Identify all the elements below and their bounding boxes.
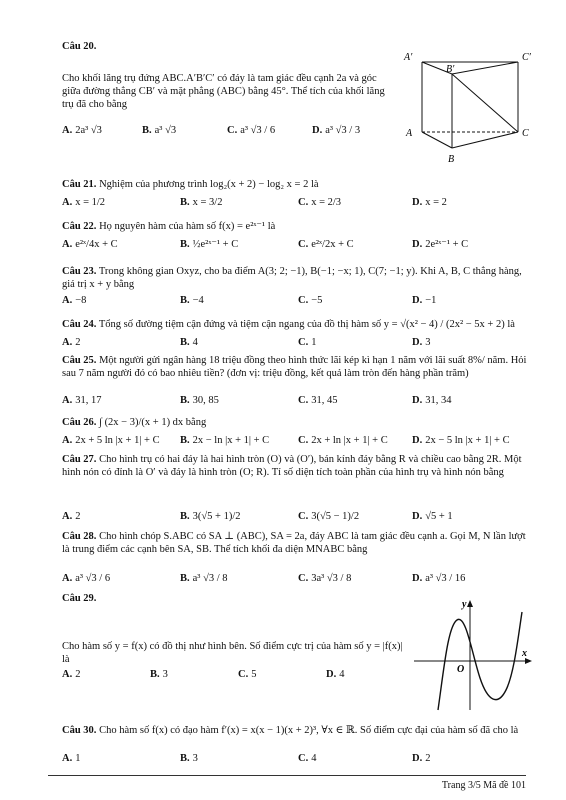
option-b[interactable]: B. 4 — [180, 337, 198, 348]
option-a[interactable]: A. x = 1/2 — [62, 197, 106, 208]
question-text: Trong không gian Oxyz, cho ba điểm A(3; 2; −1), B(−1; −x; 1), C(7; −1; y). Khi A, B, C thẳng hàng, giá trị x + y bằng — [62, 266, 522, 291]
options-26 — [62, 434, 532, 448]
option-d[interactable]: D. 3 — [412, 337, 431, 348]
question-text: Một người gửi ngân hàng 18 triệu đồng theo hình thức lãi kép kì hạn 1 năm với lãi suất 8%/ năm. Hỏi sau 7 năm người đó có bao nhiêu tiền? (đơn vị: triệu đồng, kết quả làm tròn đến hàng phần trăm) — [62, 355, 527, 380]
option-c[interactable]: C. 4 — [298, 753, 317, 764]
option-b[interactable]: B. 3(√5 + 1)/2 — [180, 511, 241, 522]
option-b[interactable]: B. 3 — [150, 669, 168, 680]
question-label: Câu 28. — [62, 531, 97, 542]
question-text: Cho hàm số y = f(x) có đồ thị như hình bên. Số điểm cực trị của hàm số y = |f(x)| là — [62, 641, 403, 666]
option-b[interactable]: B. −4 — [180, 295, 204, 306]
question-29-text — [62, 640, 407, 666]
question-text: Cho khối lăng trụ đứng ABC.A′B′C′ có đáy là tam giác đều cạnh 2a và góc giữa đường thẳng CB′ và mặt phẳng (ABC) bằng 45°. Thể tích của khối lăng trụ đã cho bằng — [62, 73, 385, 111]
option-b[interactable]: B. a³ √3 / 8 — [180, 573, 228, 584]
option-a[interactable]: A. 2 — [62, 337, 81, 348]
option-b[interactable]: B. 3 — [180, 753, 198, 764]
question-label: Câu 30. — [62, 725, 97, 736]
options-25 — [62, 394, 532, 408]
label-a1: A′ — [404, 52, 413, 63]
option-c[interactable]: C. 3(√5 − 1)/2 — [298, 511, 360, 522]
question-label: Câu 27. — [62, 454, 97, 465]
question-25 — [62, 354, 532, 380]
option-a[interactable]: A. 2x + 5 ln |x + 1| + C — [62, 435, 160, 446]
question-label: Câu 29. — [62, 593, 97, 604]
question-26 — [62, 416, 532, 429]
option-a[interactable]: A. 2a³ √3 — [62, 125, 102, 136]
option-d[interactable]: D. 4 — [326, 669, 345, 680]
question-label: Câu 20. — [62, 41, 97, 52]
option-a[interactable]: A. 31, 17 — [62, 395, 102, 406]
options-27 — [62, 510, 532, 524]
option-c[interactable]: C. a³ √3 / 6 — [227, 125, 276, 136]
label-a: A — [406, 128, 413, 139]
question-23 — [62, 265, 532, 291]
question-21 — [62, 178, 532, 191]
options-21 — [62, 196, 532, 210]
question-text: Cho hình chóp S.ABC có SA ⊥ (ABC), SA = 2a, đáy ABC là tam giác đều cạnh a. Gọi M, N lần lượt là trung điểm các cạnh bên SA, SB. Thể tích khối đa diện MNABC bằng — [62, 531, 526, 556]
option-d[interactable]: D. a³ √3 / 16 — [412, 573, 466, 584]
options-23 — [62, 294, 532, 308]
label-b: B — [448, 154, 455, 165]
options-30 — [62, 752, 532, 766]
question-22 — [62, 220, 532, 233]
options-24 — [62, 336, 532, 350]
option-c[interactable]: C. 1 — [298, 337, 317, 348]
footer-divider — [48, 775, 526, 776]
option-d[interactable]: D. 2x − 5 ln |x + 1| + C — [412, 435, 510, 446]
option-b[interactable]: B. ½e²ˣ⁻¹ + C — [180, 239, 239, 250]
question-30 — [62, 724, 532, 737]
option-c[interactable]: C. 3a³ √3 / 8 — [298, 573, 352, 584]
option-d[interactable]: D. x = 2 — [412, 197, 447, 208]
question-text: ∫ (2x − 3)/(x + 1) dx bằng — [99, 417, 207, 428]
option-d[interactable]: D. a³ √3 / 3 — [312, 125, 361, 136]
option-b[interactable]: B. x = 3/2 — [180, 197, 223, 208]
question-text: Tổng số đường tiệm cận đứng và tiệm cận ngang của đồ thị hàm số y = √(x² − 4) / (2x² − 5x + 2) là — [98, 319, 515, 330]
options-28 — [62, 572, 532, 586]
option-d[interactable]: D. √5 + 1 — [412, 511, 453, 522]
option-c[interactable]: C. 2x + ln |x + 1| + C — [298, 435, 388, 446]
axis-x-label: x — [522, 648, 527, 659]
option-c[interactable]: C. e²ˣ/2x + C — [298, 239, 354, 250]
option-d[interactable]: D. 31, 34 — [412, 395, 452, 406]
question-label: Câu 25. — [62, 355, 97, 366]
option-a[interactable]: A. 1 — [62, 753, 81, 764]
question-27 — [62, 453, 532, 479]
option-c[interactable]: C. x = 2/3 — [298, 197, 342, 208]
option-b[interactable]: B. 2x − ln |x + 1| + C — [180, 435, 270, 446]
option-a[interactable]: A. 2 — [62, 669, 81, 680]
question-label: Câu 21. — [62, 179, 97, 190]
prism-figure — [400, 48, 540, 173]
label-c: C — [522, 128, 529, 139]
question-text: Họ nguyên hàm của hàm số f(x) = e²ˣ⁻¹ là — [99, 221, 276, 232]
question-text: Nghiệm của phương trình log₂(x + 2) − log₂ x = 2 là — [99, 179, 319, 190]
question-label: Câu 24. — [62, 319, 97, 330]
question-28 — [62, 530, 532, 556]
label-c1: C′ — [522, 52, 531, 63]
option-a[interactable]: A. 2 — [62, 511, 81, 522]
question-label: Câu 26. — [62, 417, 97, 428]
question-24 — [62, 318, 532, 331]
option-b[interactable]: B. a³ √3 — [142, 125, 177, 136]
option-c[interactable]: C. 5 — [238, 669, 257, 680]
option-a[interactable]: A. a³ √3 / 6 — [62, 573, 111, 584]
option-d[interactable]: D. −1 — [412, 295, 437, 306]
question-text: Cho hàm số f(x) có đạo hàm f′(x) = x(x − 1)(x + 2)³, ∀x ∈ ℝ. Số điểm cực đại của hàm số đã cho là — [99, 725, 519, 736]
option-d[interactable]: D. 2 — [412, 753, 431, 764]
question-label: Câu 22. — [62, 221, 97, 232]
label-b1: B′ — [446, 64, 455, 75]
question-20-text — [62, 72, 392, 111]
option-c[interactable]: C. 31, 45 — [298, 395, 338, 406]
origin-label: O — [457, 664, 465, 675]
option-d[interactable]: D. 2e²ˣ⁻¹ + C — [412, 239, 469, 250]
function-graph-figure — [410, 598, 535, 716]
axis-y-label: y — [462, 599, 467, 610]
question-text: Cho hình trụ có hai đáy là hai hình tròn (O) và (O′), bán kính đáy bằng R và chiều cao bằng 2R. Một hình nón có đỉnh là O′ và đáy là hình tròn (O; R). Tỉ số diện tích toàn phần của hình trụ và hình nón bằng — [62, 454, 522, 479]
option-a[interactable]: A. −8 — [62, 295, 87, 306]
page-footer: Trang 3/5 Mã đề 101 — [441, 780, 526, 791]
option-a[interactable]: A. e²ˣ/4x + C — [62, 239, 118, 250]
option-c[interactable]: C. −5 — [298, 295, 323, 306]
question-label: Câu 23. — [62, 266, 97, 277]
option-b[interactable]: B. 30, 85 — [180, 395, 219, 406]
options-22 — [62, 238, 532, 252]
